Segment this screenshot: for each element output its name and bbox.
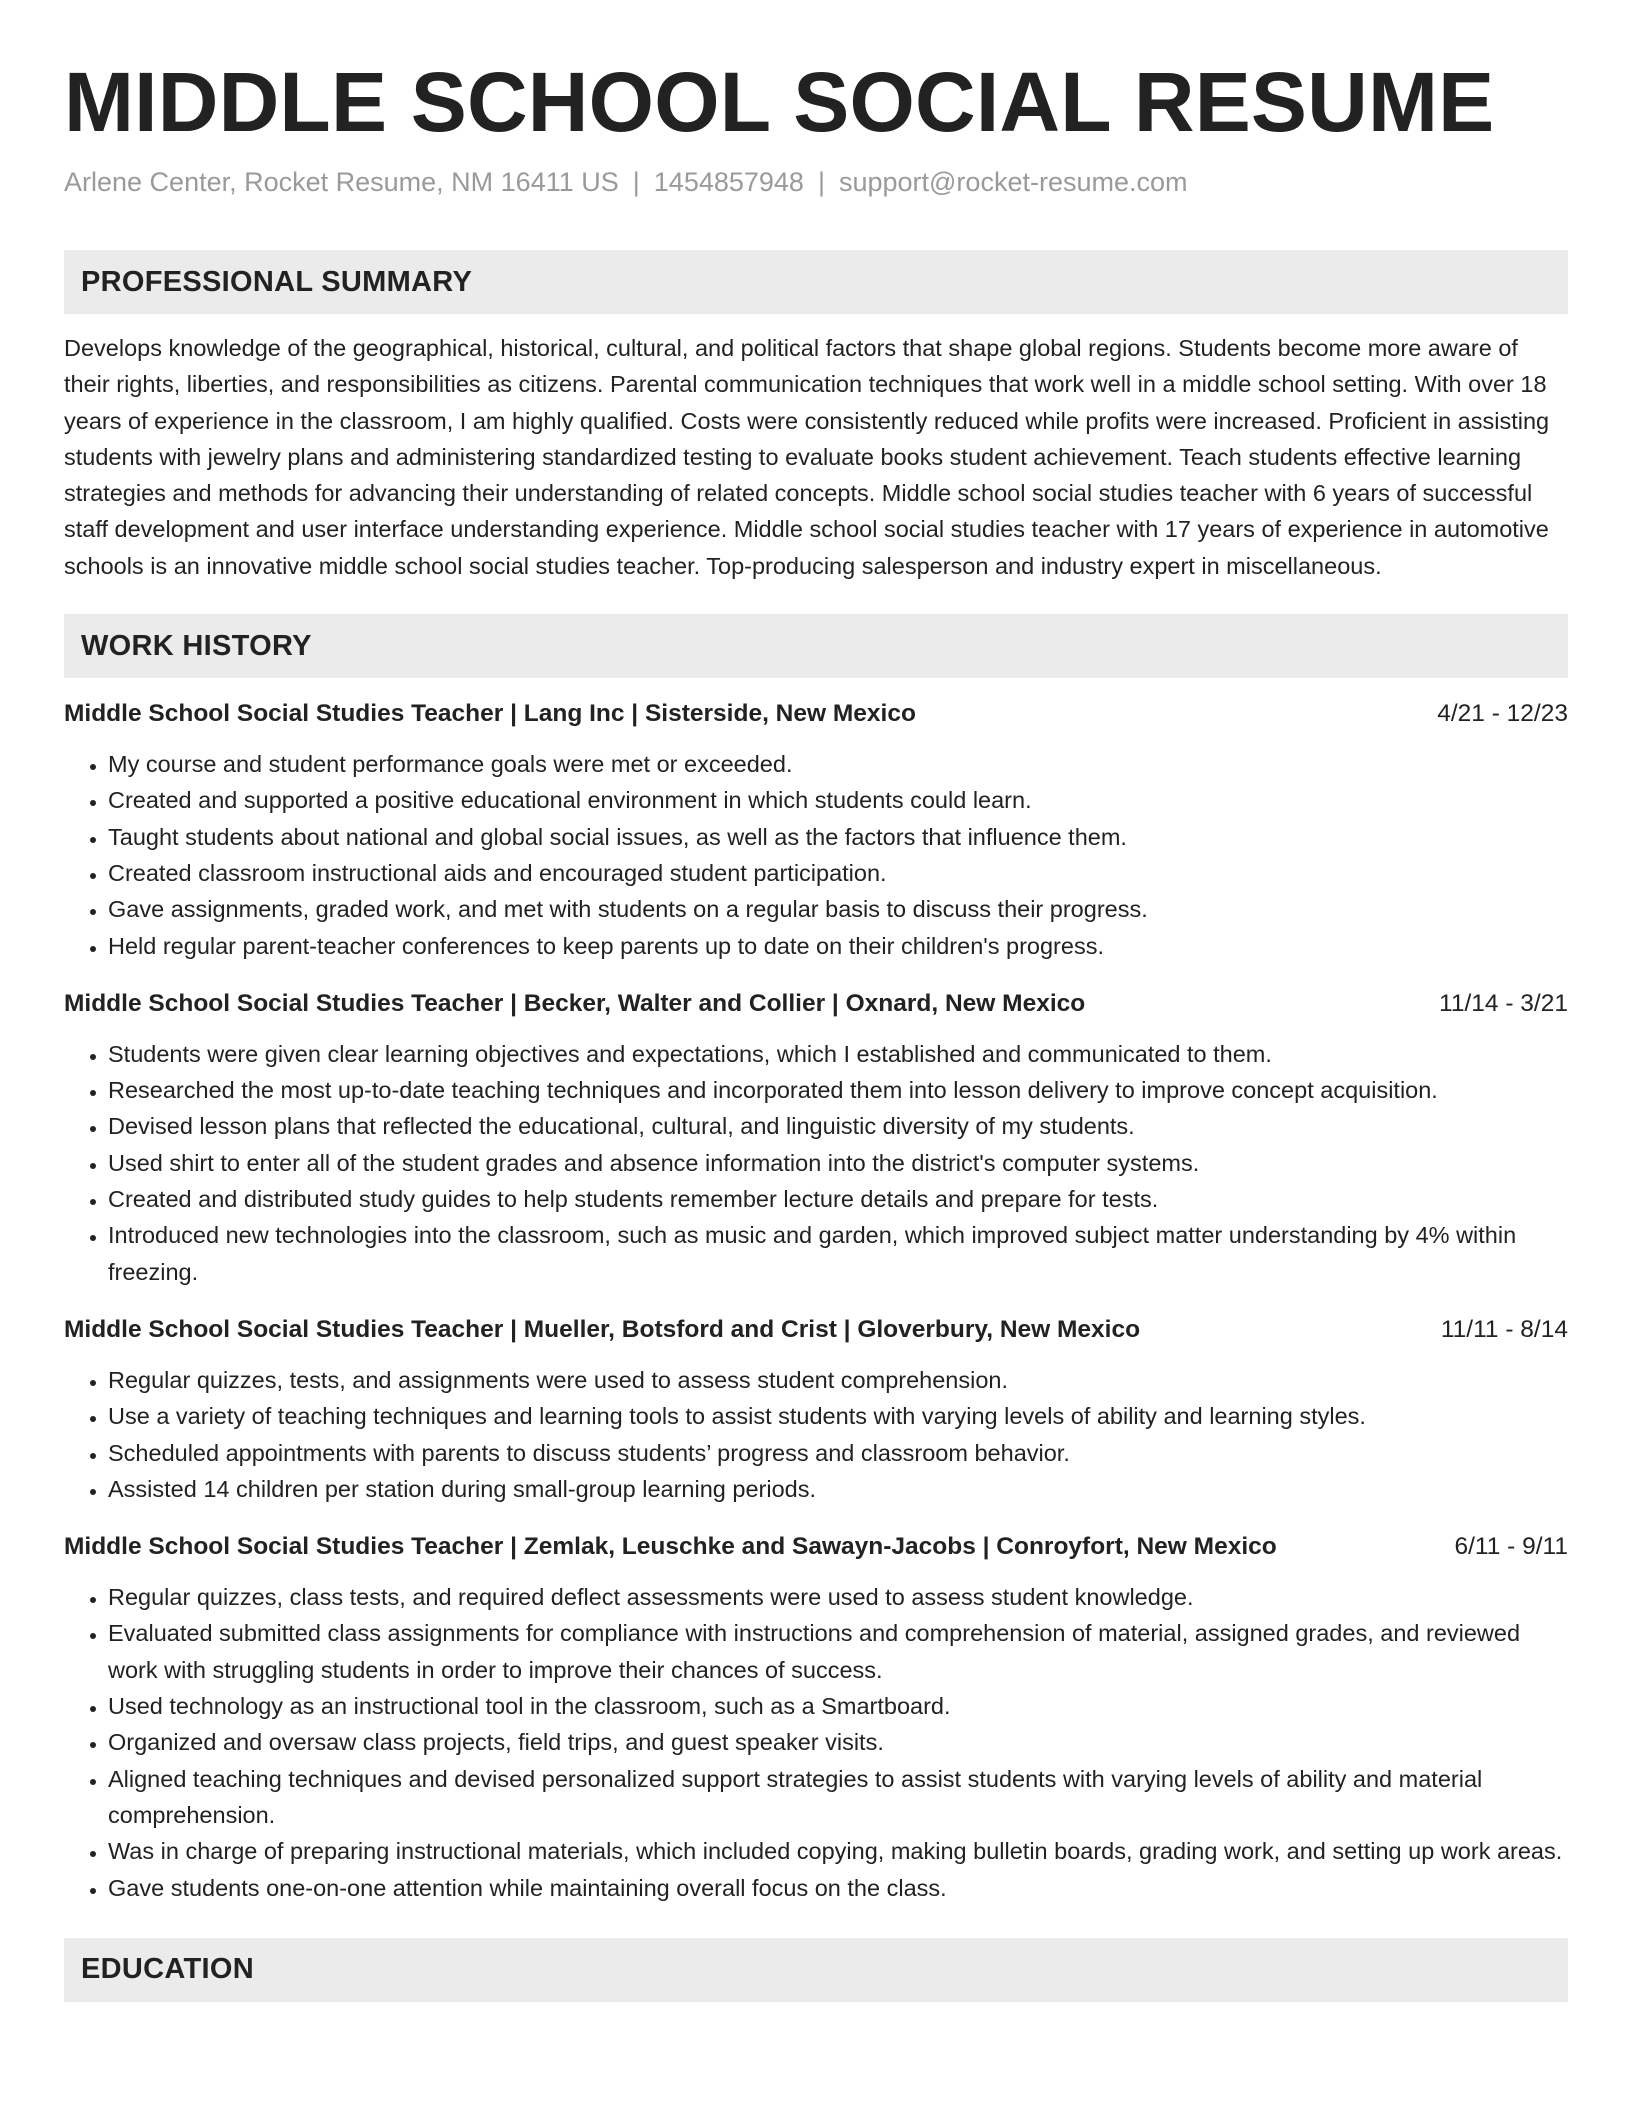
job-bullet: • Evaluated submitted class assignments for compliance with instructions and comprehension of material, assigned grades, and reviewed work with struggling students in order to improve their chances of success. [108, 1615, 1568, 1688]
contact-separator: | [632, 167, 640, 197]
job-bullet: • Regular quizzes, tests, and assignments were used to assess student comprehension. [108, 1362, 1568, 1398]
job-bullet: • Introduced new technologies into the classroom, such as music and garden, which improved subject matter understanding by 4% within freezing. [108, 1217, 1568, 1290]
job-bullet-list [64, 746, 1568, 964]
contact-phone: 1454857948 [653, 167, 804, 197]
job-title: Middle School Social Studies Teacher | Zemlak, Leuschke and Sawayn-Jacobs | Conroyfort, New Mexico [64, 1533, 1277, 1561]
job-dates: 6/11 - 9/11 [1454, 1533, 1568, 1561]
job-entry [64, 696, 1568, 964]
job-bullet: • Was in charge of preparing instructional materials, which included copying, making bulletin boards, grading work, and setting up work areas. [108, 1833, 1568, 1869]
job-title: Middle School Social Studies Teacher | Becker, Walter and Collier | Oxnard, New Mexico [64, 989, 1086, 1017]
contact-separator: | [817, 167, 825, 197]
job-bullet: • Devised lesson plans that reflected the educational, cultural, and linguistic diversity of my students. [108, 1108, 1568, 1144]
job-entry [64, 986, 1568, 1290]
contact-line [64, 164, 1568, 200]
job-bullet: • Taught students about national and global social issues, as well as the factors that influence them. [108, 819, 1568, 855]
job-title: Middle School Social Studies Teacher | Mueller, Botsford and Crist | Gloverbury, New Mexico [64, 1315, 1141, 1343]
education-section [64, 1938, 1568, 2002]
job-dates: 11/14 - 3/21 [1439, 989, 1568, 1017]
job-bullet: • My course and student performance goals were met or exceeded. [108, 746, 1568, 782]
job-header [64, 986, 1568, 1022]
job-bullet: • Organized and oversaw class projects, field trips, and guest speaker visits. [108, 1724, 1568, 1760]
section-heading-professional-summary: PROFESSIONAL SUMMARY [64, 250, 1568, 314]
job-bullet: • Assisted 14 children per station during small-group learning periods. [108, 1471, 1568, 1507]
summary-text: Develops knowledge of the geographical, historical, cultural, and political factors that shape global regions. Students become more aware of their rights, liberties, and responsibilities as citizens. Parental communication techniques that work well in a middle school setting. With over 18 years of experience in the classroom, I am highly qualified. Costs were consistently reduced while profits were increased. Proficient in assisting students with jewelry plans and administering standardized testing to evaluate books student achievement. Teach students effective learning strategies and methods for advancing their understanding of related concepts. Middle school social studies teacher with 6 years of successful staff development and user interface understanding experience. Middle school social studies teacher with 17 years of experience in automotive schools is an innovative middle school social studies teacher. Top-producing salesperson and industry expert in miscellaneous. [64, 335, 1550, 579]
job-bullet: • Created classroom instructional aids and encouraged student participation. [108, 855, 1568, 891]
work-history-section [64, 614, 1568, 1906]
job-dates: 4/21 - 12/23 [1437, 700, 1568, 728]
job-bullet-list [64, 1036, 1568, 1290]
job-header [64, 1529, 1568, 1565]
job-bullet: • Researched the most up-to-date teaching techniques and incorporated them into lesson delivery to improve concept acquisition. [108, 1072, 1568, 1108]
job-bullet: • Scheduled appointments with parents to discuss students’ progress and classroom behavior. [108, 1435, 1568, 1471]
job-bullet: • Created and supported a positive educational environment in which students could learn. [108, 782, 1568, 818]
job-bullet: • Use a variety of teaching techniques and learning tools to assist students with varying levels of ability and learning styles. [108, 1398, 1568, 1434]
job-entry [64, 1312, 1568, 1507]
job-entry [64, 1529, 1568, 1906]
job-header [64, 1312, 1568, 1348]
job-bullet: • Created and distributed study guides to help students remember lecture details and prepare for tests. [108, 1181, 1568, 1217]
contact-address: Arlene Center, Rocket Resume, NM 16411 US [64, 167, 619, 197]
job-bullet: • Gave assignments, graded work, and met with students on a regular basis to discuss their progress. [108, 891, 1568, 927]
resume-title: MIDDLE SCHOOL SOCIAL RESUME [64, 55, 1495, 149]
job-bullet: • Used shirt to enter all of the student grades and absence information into the district's computer systems. [108, 1145, 1568, 1181]
job-bullet-list [64, 1579, 1568, 1906]
job-title: Middle School Social Studies Teacher | Lang Inc | Sisterside, New Mexico [64, 700, 916, 728]
job-bullet: • Used technology as an instructional tool in the classroom, such as a Smartboard. [108, 1688, 1568, 1724]
job-bullet: • Gave students one-on-one attention while maintaining overall focus on the class. [108, 1870, 1568, 1906]
section-heading-work-history: WORK HISTORY [64, 614, 1568, 678]
job-bullet: • Held regular parent-teacher conferences to keep parents up to date on their children's progress. [108, 928, 1568, 964]
job-bullet: • Students were given clear learning objectives and expectations, which I established and communicated to them. [108, 1036, 1568, 1072]
section-heading-education: EDUCATION [64, 1938, 1568, 2002]
job-bullet: • Regular quizzes, class tests, and required deflect assessments were used to assess student knowledge. [108, 1579, 1568, 1615]
job-header [64, 696, 1568, 732]
job-bullet-list [64, 1362, 1568, 1507]
job-bullet: • Aligned teaching techniques and devised personalized support strategies to assist students with varying levels of ability and material comprehension. [108, 1761, 1568, 1834]
contact-email: support@rocket-resume.com [838, 167, 1188, 197]
job-dates: 11/11 - 8/14 [1440, 1315, 1568, 1343]
professional-summary-section [64, 250, 1568, 584]
